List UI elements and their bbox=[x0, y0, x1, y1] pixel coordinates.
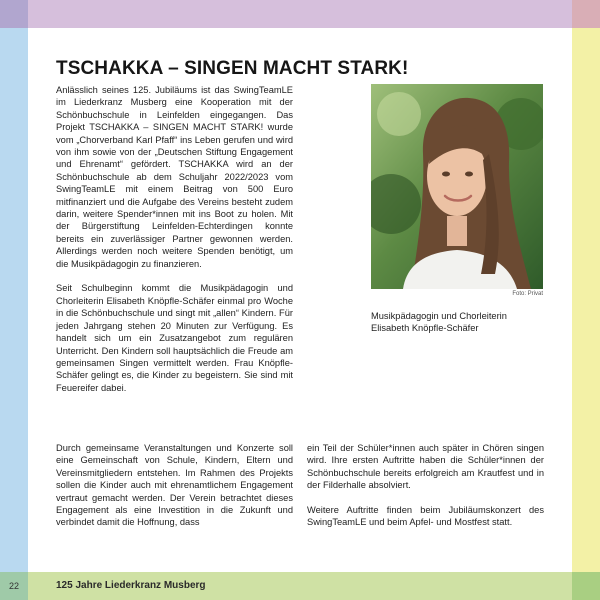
article-column-right-bottom bbox=[307, 442, 544, 541]
photo-caption: Musikpädagogin und Chorleiterin Elisabeth Knöpfle-Schäfer bbox=[371, 311, 507, 334]
frame-band-top bbox=[28, 0, 572, 28]
page-number: 22 bbox=[8, 581, 19, 591]
frame-corner-top-right bbox=[572, 0, 600, 28]
portrait-photo bbox=[371, 84, 543, 289]
article-title: TSCHAKKA – SINGEN MACHT STARK! bbox=[56, 58, 409, 79]
article-column-left-top bbox=[56, 84, 293, 407]
frame-corner-top-left bbox=[0, 0, 28, 28]
article-paragraph: Weitere Auftritte finden beim Jubiläumskonzert des SwingTeamLE und beim Apfel- und Mostfest statt. bbox=[307, 505, 544, 528]
article-paragraph: Durch gemeinsame Veranstaltungen und Konzerte soll eine Gemeinschaft von Schule, Kindern, Eltern und Vereinsmitgliedern entstehen. Im Rahmen des Projekts sollen die Kinder auch mit ehrenamtlichem Engagement vertraut gemacht werden. Der Verein betrachtet dieses Engagement als eine Investition in die Zukunft und verbindet damit die Hoffnung, dass bbox=[56, 443, 293, 528]
frame-band-left bbox=[0, 28, 28, 572]
article-paragraph: ein Teil der Schüler*innen auch später in Chören singen wird. Ihre ersten Auftritte haben die Schüler*innen der Schönbuchschule bereits erfolgreich am Krautfest und in der Filderhalle absolviert. bbox=[307, 443, 544, 491]
frame-corner-bottom-right bbox=[572, 572, 600, 600]
portrait-illustration bbox=[371, 84, 543, 289]
article-column-left-bottom bbox=[56, 442, 293, 541]
photo-credit: Foto: Privat bbox=[512, 291, 543, 297]
article-paragraph: Anlässlich seines 125. Jubiläums ist das SwingTeamLE im Liederkranz Musberg eine Kooperation mit der Schönbuchschule in Leinfelden eingegangen. Das Projekt TSCHAKKA – SINGEN MACHT STARK! wurde vom „Chorverband Karl Pfaff“ ins Leben gerufen und wird von ihm sowie von der „Deutschen Stiftung Engagement und Ehrenamt“ gefördert. TSCHAKKA wird an der Schönbuchschule ab dem Schuljahr 2022/2023 vom SwingTeamLE mit einem Beitrag von 500 Euro mitfinanziert und die Aufgabe des Vereins besteht zudem darin, weitere Spender*innen mit ins Boot zu holen. Mit der Bürgerstiftung Leinfelden-Echterdingen konnte bereits ein zuverlässiger Partner gewonnen werden. Allerdings werden noch weitere Spenden benötigt, um die Musikpädagogin zu finanzieren. bbox=[56, 85, 293, 269]
article-paragraph: Seit Schulbeginn kommt die Musikpädagogin und Chorleiterin Elisabeth Knöpfle-Schäfer einmal pro Woche in die Schönbuchschule und singt mit „allen“ Kindern. Für jeden Jahrgang stehen 20 Minuten zur Verfügung. Es handelt sich um ein Zusatzangebot zum regulären Unterricht. Den Kindern soll hauptsächlich die Freude am gemeinsamen Singen vermittelt werden. Frau Knöpfle-Schäfer gelingt es, die Kinder zu begeistern. Sie sind mit Feuereifer dabei. bbox=[56, 283, 293, 393]
footer-title: 125 Jahre Liederkranz Musberg bbox=[56, 580, 206, 591]
frame-band-right bbox=[572, 28, 600, 572]
